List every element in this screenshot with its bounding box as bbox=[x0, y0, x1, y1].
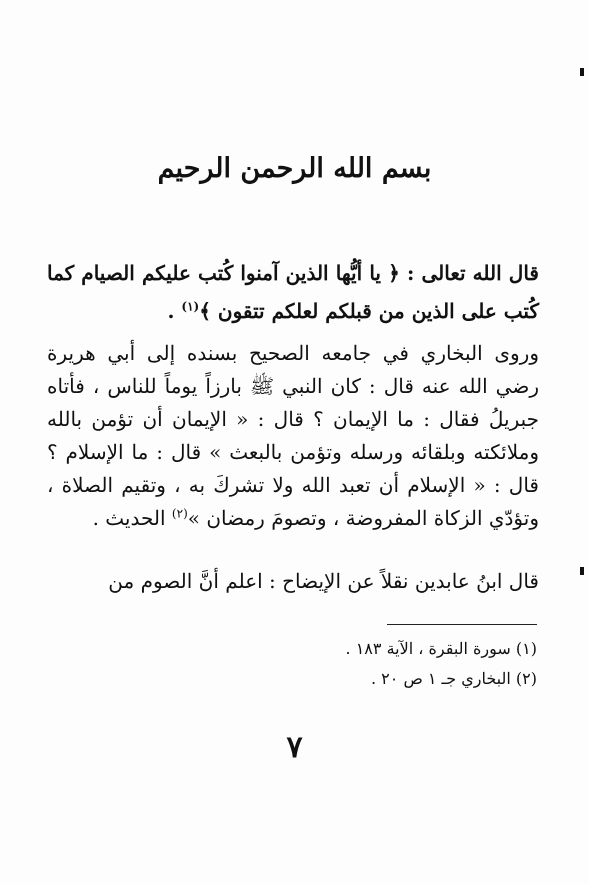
quran-verse-paragraph bbox=[47, 254, 539, 330]
hadith-end: الحديث . bbox=[92, 506, 172, 530]
footnote-1: (١) سورة البقرة ، الآية ١٨٣ . bbox=[345, 639, 537, 658]
footnote-divider bbox=[387, 624, 537, 625]
hadith-paragraph bbox=[47, 337, 539, 535]
edge-mark bbox=[580, 68, 584, 76]
hadith-text: وروى البخاري في جامعه الصحيح بسنده إلى أبي هريرة رضي الله عنه قال : كان النبي ﷺ بارزاً يوماً للناس ، فأتاه جبريلُ فقال : ما الإيمان ؟ قال : « الإيمان أن تؤمن بالله وملائكته وبلقائه ورسله وتؤمن بالبعث » قال : ما الإسلام ؟ قال : « الإسلام أن تعبد الله ولا تشركَ به ، وتقيم الصلاة ، وتؤدّي الزكاة المفروضة ، وتصومَ رمضان » bbox=[47, 341, 539, 530]
edge-mark bbox=[580, 567, 584, 575]
footnote-ref-2[interactable]: (٢) bbox=[171, 506, 188, 521]
footnote-2: (٢) البخاري جـ ١ ص ٢٠ . bbox=[371, 669, 537, 688]
continuing-paragraph: قال ابنُ عابدين نقلاً عن الإيضاح : اعلم أنَّ الصوم من bbox=[108, 569, 539, 593]
verse-end: . bbox=[167, 299, 182, 323]
footnotes bbox=[57, 634, 537, 694]
page-heading: بسم الله الرحمن الرحيم bbox=[157, 153, 432, 184]
page-number: ٧ bbox=[286, 730, 303, 765]
verse-text: قال الله تعالى : ﴿ يا أيُّها الذين آمنوا كُتب عليكم الصيام كما كُتب على الذين من قبلكم لعلكم تتقون ﴾ bbox=[47, 261, 539, 323]
footnote-ref-1[interactable]: (١) bbox=[181, 299, 200, 314]
